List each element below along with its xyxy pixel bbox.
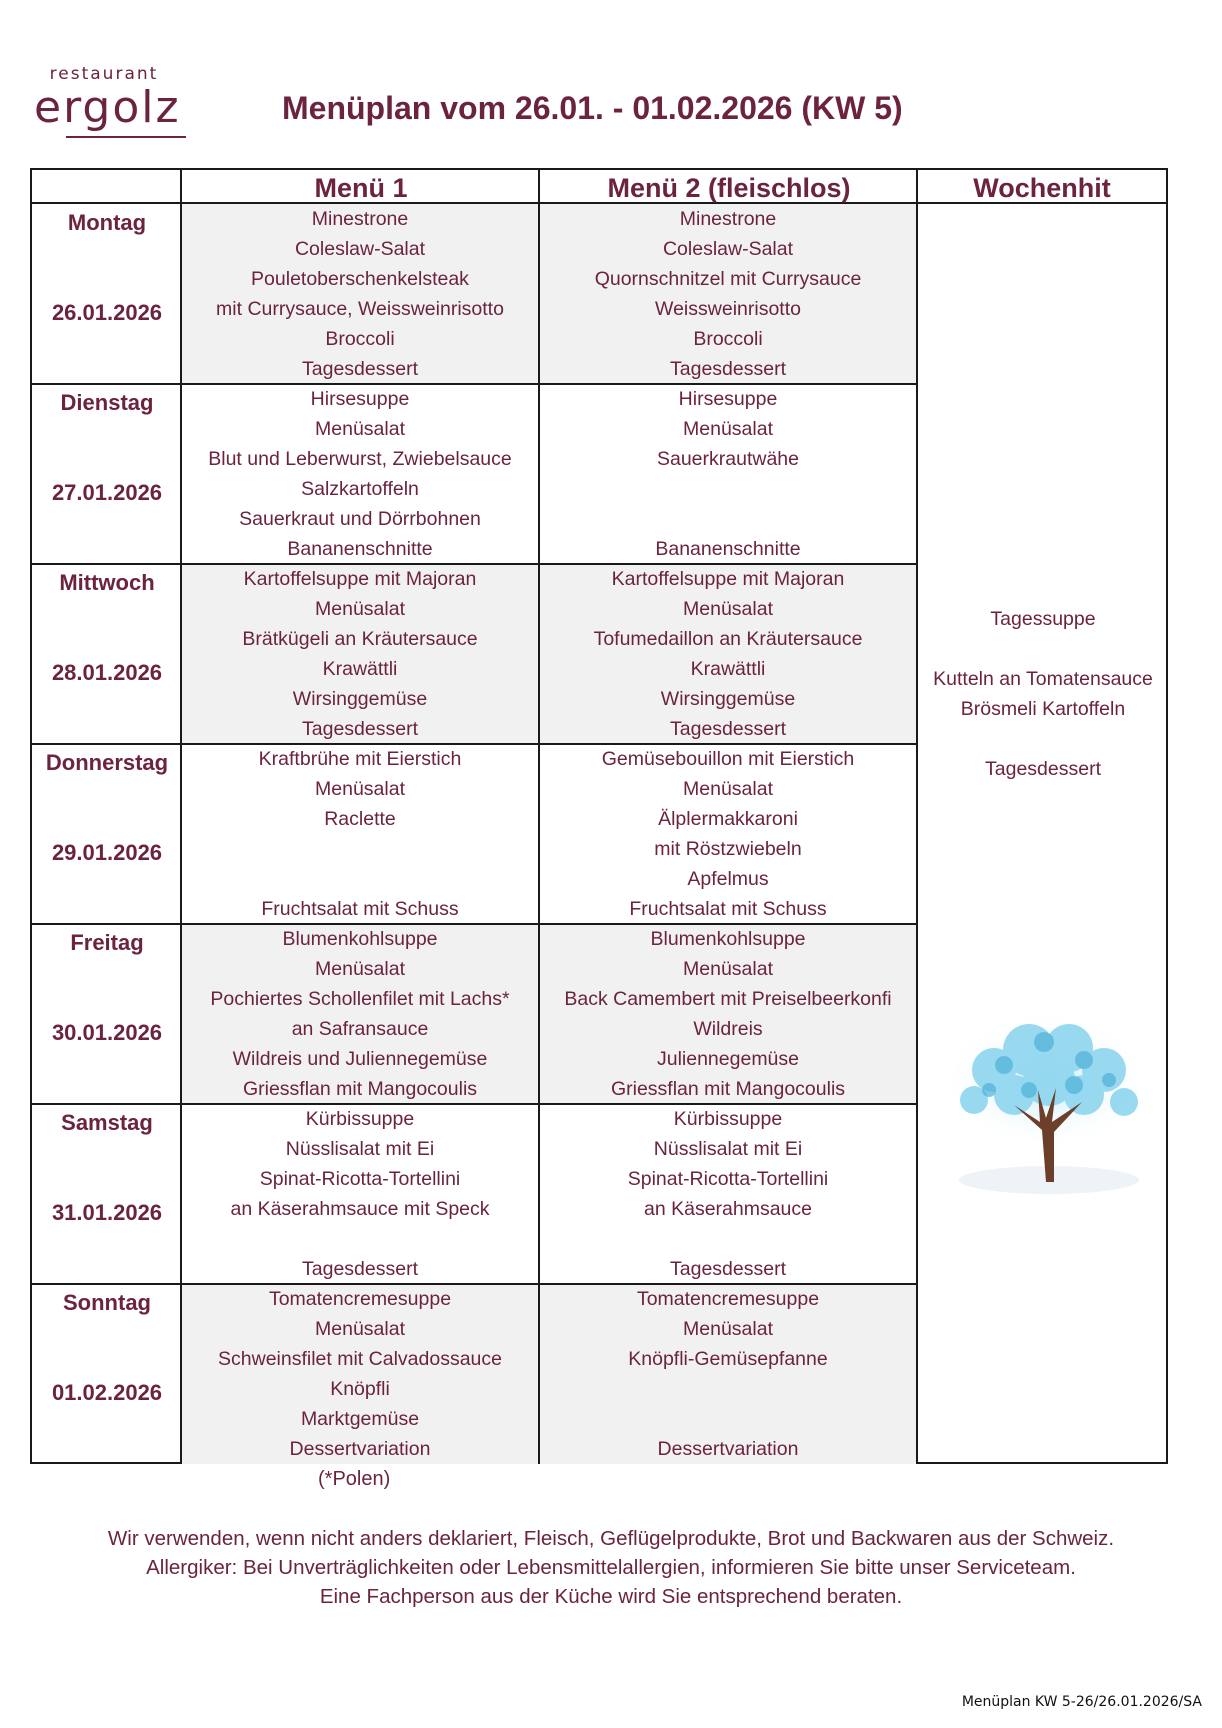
menu-item-line: Dessertvariation [289,1438,431,1460]
menu-item-line: Menüsalat [315,958,405,980]
menu2-cell [540,1104,916,1284]
restaurant-logo [34,64,194,133]
menu-item-line: Wirsinggemüse [660,688,796,710]
menu-item-line: Sauerkrautwähe [656,448,799,470]
footnote: (*Polen) [318,1468,391,1490]
day-cell [32,924,182,1104]
day-name: Montag [67,210,147,235]
menu-item-line: Tagesdessert [670,718,786,740]
menu1-cell [182,204,538,384]
menu-item-line: Kürbissuppe [305,1108,415,1130]
wochenhit-line: Tagessuppe [990,608,1096,630]
menu-item-line: Minestrone [311,208,409,230]
menu-item-line: Weissweinrisotto [655,298,801,320]
menu1-cell [182,564,538,744]
menu-item-line: Nüsslisalat mit Ei [653,1138,803,1160]
logo-small-text: restaurant [49,64,159,84]
menu1-cell [182,1104,538,1284]
menu1-cell [182,384,538,564]
row-divider [32,563,918,565]
menu-item-line: Marktgemüse [300,1408,420,1430]
menu-item-line: Coleslaw-Salat [294,238,426,260]
menu-item-line: Spinat-Ricotta-Tortellini [259,1168,461,1190]
menu-item-line: Bananenschnitte [655,538,801,560]
menu-item-line: Gemüsebouillon mit Eierstich [601,748,855,770]
logo-underline [66,136,186,138]
day-name: Sonntag [63,1290,151,1315]
menu2-cell [540,384,916,564]
menu-item-line: an Käserahmsauce mit Speck [230,1198,490,1220]
footer-line: Wir verwenden, wenn nicht anders deklariert, Fleisch, Geflügelprodukte, Brot und Backwaren aus der Schweiz. [107,1527,1115,1550]
day-date: 31.01.2026 [51,1200,163,1225]
menu-item-line [182,864,538,894]
day-name: Freitag [70,930,144,955]
menu-item-line: Menüsalat [315,778,405,800]
menu2-cell [540,564,916,744]
row-divider [32,1103,918,1105]
menu-item-line: Minestrone [679,208,777,230]
menu-item-line: Blumenkohlsuppe [282,928,438,950]
footer-line: Eine Fachperson aus der Küche wird Sie entsprechend beraten. [319,1585,903,1608]
day-date: 26.01.2026 [51,300,163,325]
menu-item-line: Griessflan mit Mangocoulis [242,1078,478,1100]
page-title: Menüplan vom 26.01. - 01.02.2026 (KW 5) [282,90,903,126]
menu-item-line: Schweinsfilet mit Calvadossauce [218,1348,502,1370]
column-divider [916,170,918,1462]
wochenhit-line [918,724,1168,754]
row-divider [32,1283,918,1285]
menu-table [30,168,1168,1464]
document-reference: Menüplan KW 5-26/26.01.2026/SA [961,1694,1202,1710]
menu-item-line: Broccoli [325,328,395,350]
logo-big-text: ergolz [34,82,181,133]
menu-item-line: Raclette [324,808,396,830]
row-divider [32,383,918,385]
menu-item-line [540,1224,916,1254]
day-name: Donnerstag [45,750,169,775]
day-date: 29.01.2026 [51,840,163,865]
header-wochenhit: Wochenhit [918,170,1166,204]
day-cell [32,564,182,744]
menu-item-line: Menüsalat [683,778,773,800]
menu-item-line: Hirsesuppe [678,388,778,410]
menu-item-line: Tagesdessert [670,358,786,380]
menu2-cell [540,1284,916,1464]
menu-item-line [540,504,916,534]
menu-item-line: Älplermakkaroni [658,808,798,830]
header-menu2: Menü 2 (fleischlos) [540,170,918,204]
menu2-cell [540,744,916,924]
menu-item-line: Tomatencremesuppe [636,1288,820,1310]
menu-item-line: Spinat-Ricotta-Tortellini [627,1168,829,1190]
menu-item-line: an Safransauce [291,1018,429,1040]
menu2-cell [540,924,916,1104]
day-date: 30.01.2026 [51,1020,163,1045]
menu-item-line: Knöpfli-Gemüsepfanne [628,1348,828,1370]
menu-item-line: Krawättli [690,658,766,680]
menu-item-line: Kürbissuppe [673,1108,783,1130]
menu-item-line: Krawättli [322,658,398,680]
day-name: Samstag [61,1110,153,1135]
menu-item-line: Kartoffelsuppe mit Majoran [243,568,477,590]
menu-item-line: Blut und Leberwurst, Zwiebelsauce [208,448,512,470]
menu-item-line: Broccoli [693,328,763,350]
menu-item-line [540,1374,916,1404]
day-cell [32,1284,182,1464]
footer-line: Allergiker: Bei Unverträglichkeiten oder Lebensmittelallergien, informieren Sie bitte unser Serviceteam. [146,1556,1076,1579]
day-cell [32,384,182,564]
menu-item-line: Pochiertes Schollenfilet mit Lachs* [210,988,510,1010]
wochenhit-line: Tagesdessert [985,758,1101,780]
menu-item-line: Griessflan mit Mangocoulis [610,1078,846,1100]
menu-item-line: Salzkartoffeln [301,478,419,500]
menu-item-line: mit Currysauce, Weissweinrisotto [216,298,504,320]
menu-item-line: Menüsalat [683,1318,773,1340]
day-cell [32,204,182,384]
menu1-cell [182,1284,538,1464]
day-date: 01.02.2026 [51,1380,163,1405]
menu-item-line: Brätkügeli an Kräutersauce [242,628,478,650]
menu-item-line: Menüsalat [315,418,405,440]
menu-item-line: Quornschnitzel mit Currysauce [594,268,862,290]
menu-item-line [182,1224,538,1254]
menu-item-line: Back Camembert mit Preiselbeerkonfi [564,988,892,1010]
menu-item-line: Fruchtsalat mit Schuss [629,898,827,920]
row-divider [32,923,918,925]
menu-item-line: Juliennegemüse [656,1048,799,1070]
menu-item-line: Coleslaw-Salat [662,238,794,260]
menu-item-line: Blumenkohlsuppe [650,928,806,950]
row-divider [32,743,918,745]
header-menu1: Menü 1 [182,170,540,204]
menu-item-line: Menüsalat [683,958,773,980]
menu-item-line: Sauerkraut und Dörrbohnen [239,508,481,530]
menu-item-line [540,474,916,504]
day-date: 27.01.2026 [51,480,163,505]
column-divider [180,170,182,1462]
day-cell [32,1104,182,1284]
header-empty-cell [32,170,182,204]
menu-item-line: Menüsalat [683,598,773,620]
menu2-cell [540,204,916,384]
day-date: 28.01.2026 [51,660,163,685]
menu-item-line: Tagesdessert [670,1258,786,1280]
menu-item-line: Tomatencremesuppe [268,1288,452,1310]
menu-item-line: Wildreis [693,1018,763,1040]
menu-item-line: Kraftbrühe mit Eierstich [258,748,462,770]
wochenhit-line [918,634,1168,664]
wochenhit-list [918,604,1168,784]
menu-item-line: Menüsalat [315,1318,405,1340]
winter-tree-illustration [934,1010,1164,1200]
menu-item-line [540,1404,916,1434]
menu-item-line: Bananenschnitte [287,538,433,560]
menu-item-line: Tagesdessert [302,718,418,740]
menu-item-line: Tagesdessert [302,1258,418,1280]
menu-item-line: Menüsalat [683,418,773,440]
menu-item-line: Kartoffelsuppe mit Majoran [611,568,845,590]
menu-item-line: mit Röstzwiebeln [654,838,802,860]
day-name: Mittwoch [59,570,155,595]
menu1-cell [182,924,538,1104]
footer-text [0,1524,1222,1611]
menu-item-line [182,834,538,864]
menu-item-line: Tofumedaillon an Kräutersauce [593,628,863,650]
menu-item-line: Nüsslisalat mit Ei [285,1138,435,1160]
menu-item-line: Hirsesuppe [310,388,410,410]
column-divider [538,170,540,1462]
menu-item-line: Pouletoberschenkelsteak [251,268,469,290]
menu-item-line: Dessertvariation [657,1438,799,1460]
wochenhit-line: Kutteln an Tomatensauce [933,668,1153,690]
menu-item-line: Apfelmus [687,868,769,890]
menu-item-line: Wildreis und Juliennegemüse [232,1048,488,1070]
menu-item-line: Knöpfli [330,1378,390,1400]
menu-item-line: Fruchtsalat mit Schuss [261,898,459,920]
day-name: Dienstag [60,390,154,415]
day-cell [32,744,182,924]
menu-item-line: an Käserahmsauce [643,1198,813,1220]
wochenhit-line: Brösmeli Kartoffeln [960,698,1126,720]
menu-item-line: Wirsinggemüse [292,688,428,710]
menu-item-line: Menüsalat [315,598,405,620]
menu-item-line: Tagesdessert [302,358,418,380]
menu1-cell [182,744,538,924]
